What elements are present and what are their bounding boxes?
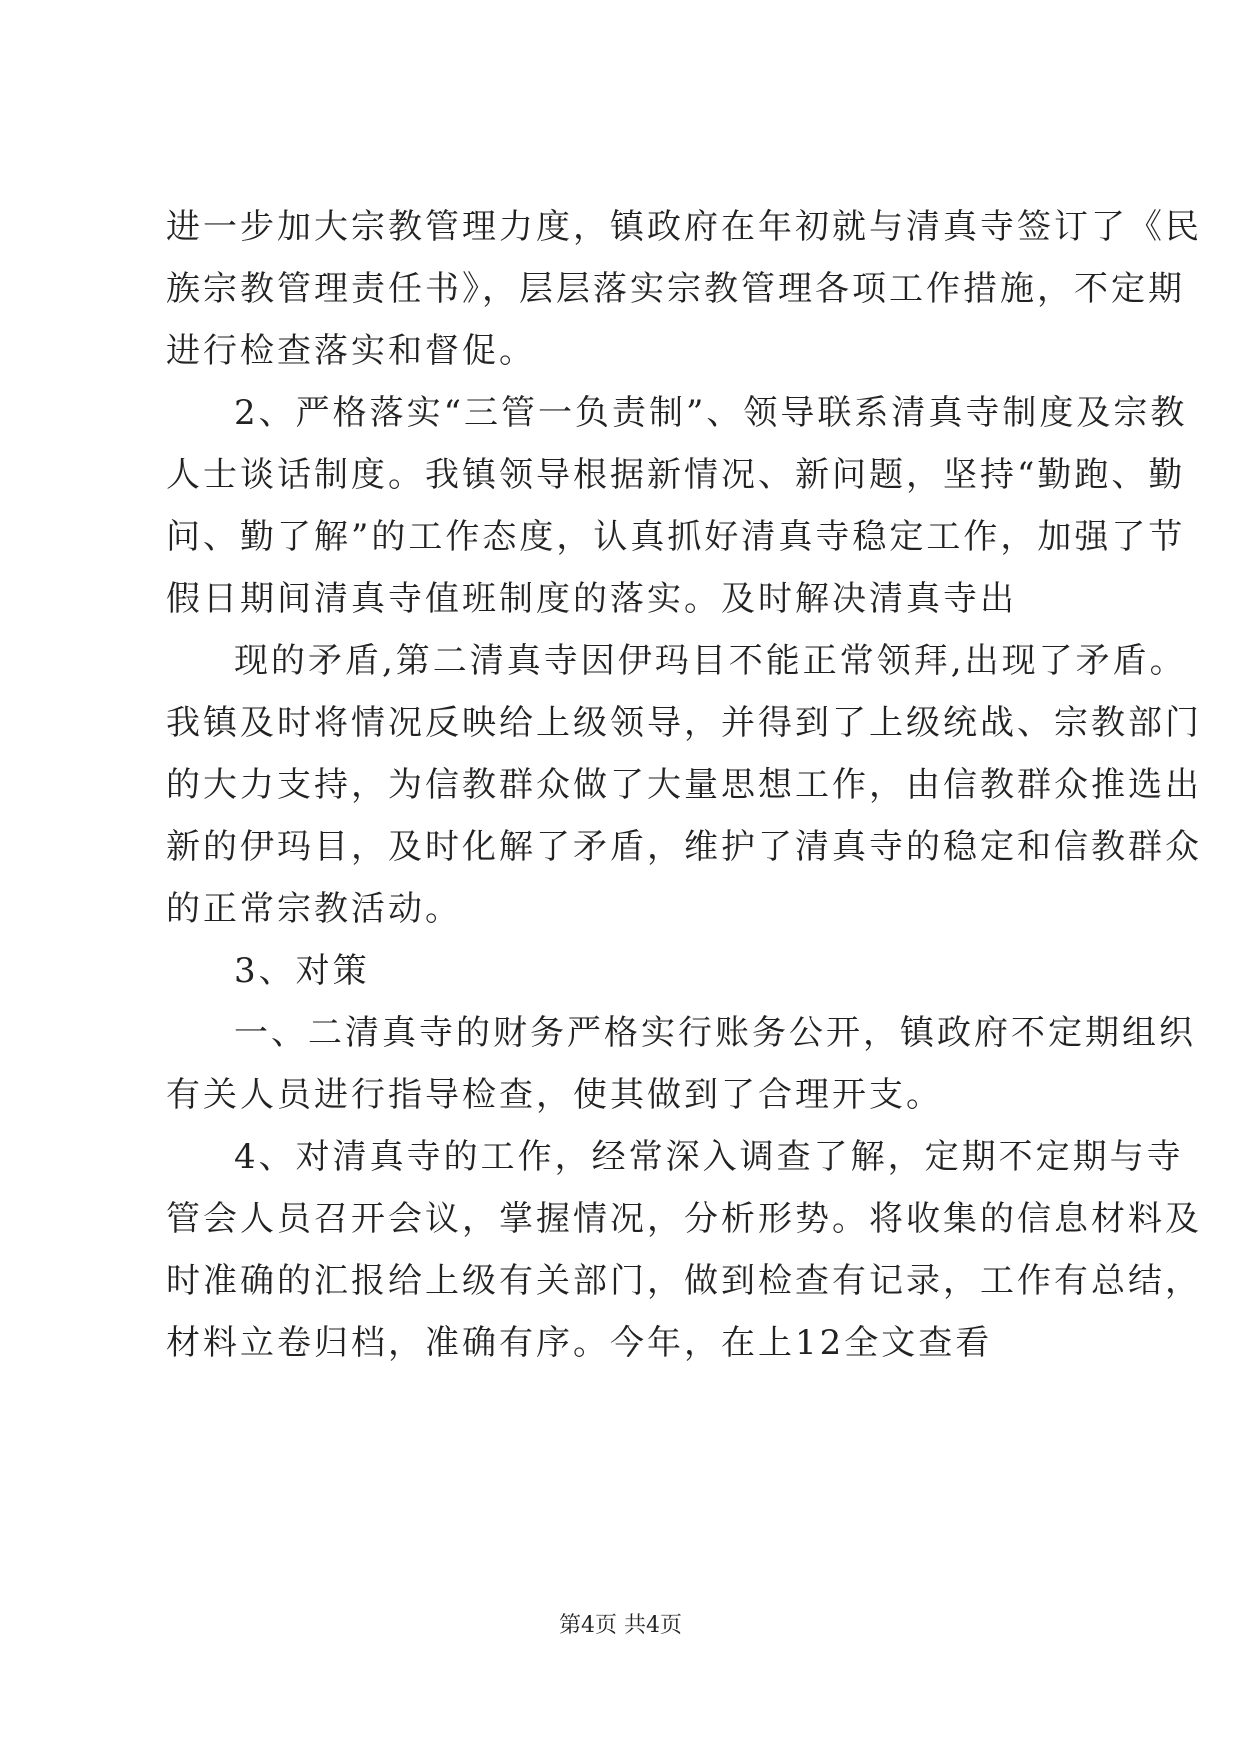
text-line: 现的矛盾,第二清真寺因伊玛目不能正常领拜,出现了矛盾。 [234, 641, 1187, 681]
text-line: 人士谈话制度。我镇领导根据新情况、新问题，坚持“勤跑、勤 [166, 455, 1186, 495]
text-line: 4、对清真寺的工作，经常深入调查了解，定期不定期与寺 [234, 1137, 1184, 1177]
text-line: 时准确的汇报给上级有关部门，做到检查有记录，工作有总结， [166, 1261, 1202, 1301]
text-line: 2、严格落实“三管一负责制”、领导联系清真寺制度及宗教 [234, 393, 1188, 433]
text-line: 假日期间清真寺值班制度的落实。及时解决清真寺出 [166, 579, 1017, 619]
text-line: 进行检查落实和督促。 [166, 331, 536, 371]
text-line: 的大力支持，为信教群众做了大量思想工作，由信教群众推选出 [166, 765, 1202, 805]
text-line: 3、对策 [234, 951, 370, 991]
text-line: 我镇及时将情况反映给上级领导，并得到了上级统战、宗教部门 [166, 703, 1202, 743]
document-body [166, 196, 1202, 1374]
text-line: 的正常宗教活动。 [166, 889, 462, 929]
text-line: 问、勤了解”的工作态度，认真抓好清真寺稳定工作，加强了节 [166, 517, 1186, 557]
page-footer [0, 1608, 1241, 1639]
page-number-label: 第4页 共4页 [559, 1613, 682, 1638]
text-line: 管会人员召开会议，掌握情况，分析形势。将收集的信息材料及 [166, 1199, 1202, 1239]
text-line: 新的伊玛目，及时化解了矛盾，维护了清真寺的稳定和信教群众 [166, 827, 1202, 867]
text-line: 有关人员进行指导检查，使其做到了合理开支。 [166, 1075, 943, 1115]
text-line: 族宗教管理责任书》，层层落实宗教管理各项工作措施，不定期 [166, 269, 1185, 309]
text-line: 进一步加大宗教管理力度，镇政府在年初就与清真寺签订了《民 [166, 207, 1202, 247]
text-line: 材料立卷归档，准确有序。今年，在上12全文查看 [166, 1323, 993, 1363]
text-line: 一、二清真寺的财务严格实行账务公开，镇政府不定期组织 [234, 1013, 1196, 1053]
